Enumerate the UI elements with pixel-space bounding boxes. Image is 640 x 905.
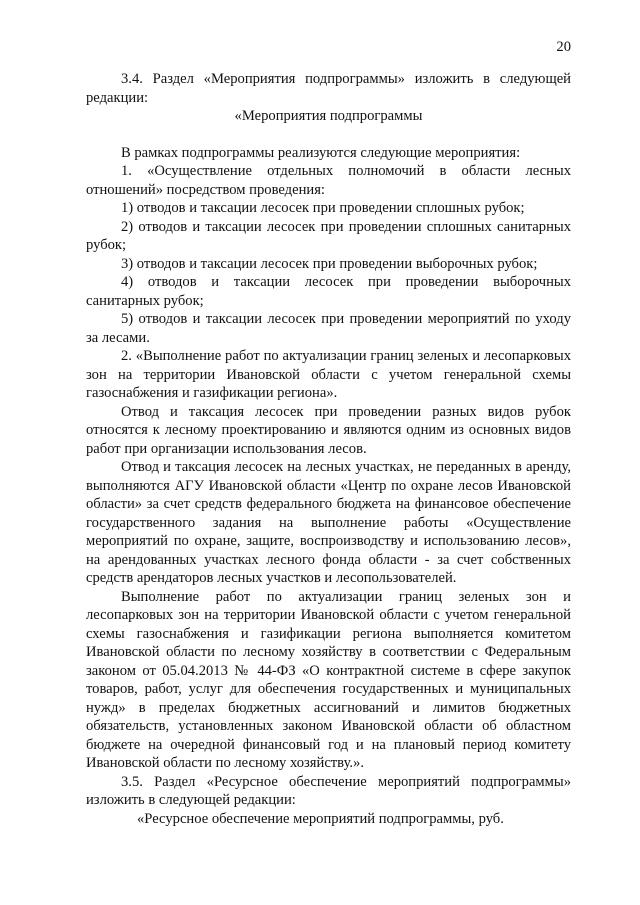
subitem-3: 3) отводов и таксации лесосек при проведении выборочных рубок; <box>121 255 538 272</box>
paragraph-intro: В рамках подпрограммы реализуются следующие мероприятия: <box>121 144 521 161</box>
page-number: 20 <box>556 39 571 55</box>
paragraph-section-3-5: 3.5. Раздел «Ресурсное обеспечение мероприятий подпрограммы» изложить в следующей редакции: <box>86 773 571 808</box>
subitem-1: 1) отводов и таксации лесосек при проведении сплошных рубок; <box>121 200 525 216</box>
list-item-1: 1. «Осуществление отдельных полномочий в области лесных отношений» посредством проведения: <box>86 163 571 198</box>
paragraph-non-leased-plots: Отвод и таксация лесосек на лесных участках, не переданных в аренду, выполняются АГУ Ивановской области «Центр по охране лесов Ивановской области» за счет средств федерального бюджета на финансовое обеспечение государственного задания на выполнение работы «Осуществление мероприятий по охране, защите, воспроизводству и использованию лесов», на арендованных участках лесного фонда области - за счет собственных средств арендаторов лесных участков и лесопользователей. <box>86 459 571 586</box>
paragraph-felling-allocation: Отвод и таксация лесосек при проведении разных видов рубок относятся к лесному проектированию и являются одним из основных видов работ при организации использования лесов. <box>86 403 571 457</box>
list-item-2: 2. «Выполнение работ по актуализации границ зеленых и лесопарковых зон на территории Ивановской области с учетом генеральной схемы газоснабжения и газификации региона». <box>86 348 571 401</box>
section-heading-resources: «Ресурсное обеспечение мероприятий подпрограммы, руб. <box>137 810 504 827</box>
subitem-4: 4) отводов и таксации лесосек при проведении выборочных санитарных рубок; <box>86 274 571 309</box>
paragraph-section-3-4: 3.4. Раздел «Мероприятия подпрограммы» изложить в следующей редакции: <box>86 71 571 106</box>
subitem-5: 5) отводов и таксации лесосек при проведении мероприятий по уходу за лесами. <box>86 311 571 346</box>
blank-line <box>86 126 571 144</box>
section-heading-measures: «Мероприятия подпрограммы <box>234 108 423 124</box>
subitem-2: 2) отводов и таксации лесосек при проведении сплошных санитарных рубок; <box>86 218 571 253</box>
paragraph-boundary-works: Выполнение работ по актуализации границ зеленых зон и лесопарковых зон на территории Ивановской области с учетом генеральной схемы газоснабжения и газификации региона выполняется комитетом Ивановской области по лесному хозяйству в соответствии с Федеральным законом от 05.04.2013 № 44-ФЗ «О контрактной системе в сфере закупок товаров, работ, услуг для обеспечения государственных и муниципальных нужд» в пределах бюджетных ассигнований и лимитов бюджетных обязательств, установленных законом Ивановской области об областном бюджете на очередной финансовый год и на плановый период комитету Ивановской области по лесному хозяйству.». <box>86 588 571 771</box>
document-body <box>86 70 571 828</box>
